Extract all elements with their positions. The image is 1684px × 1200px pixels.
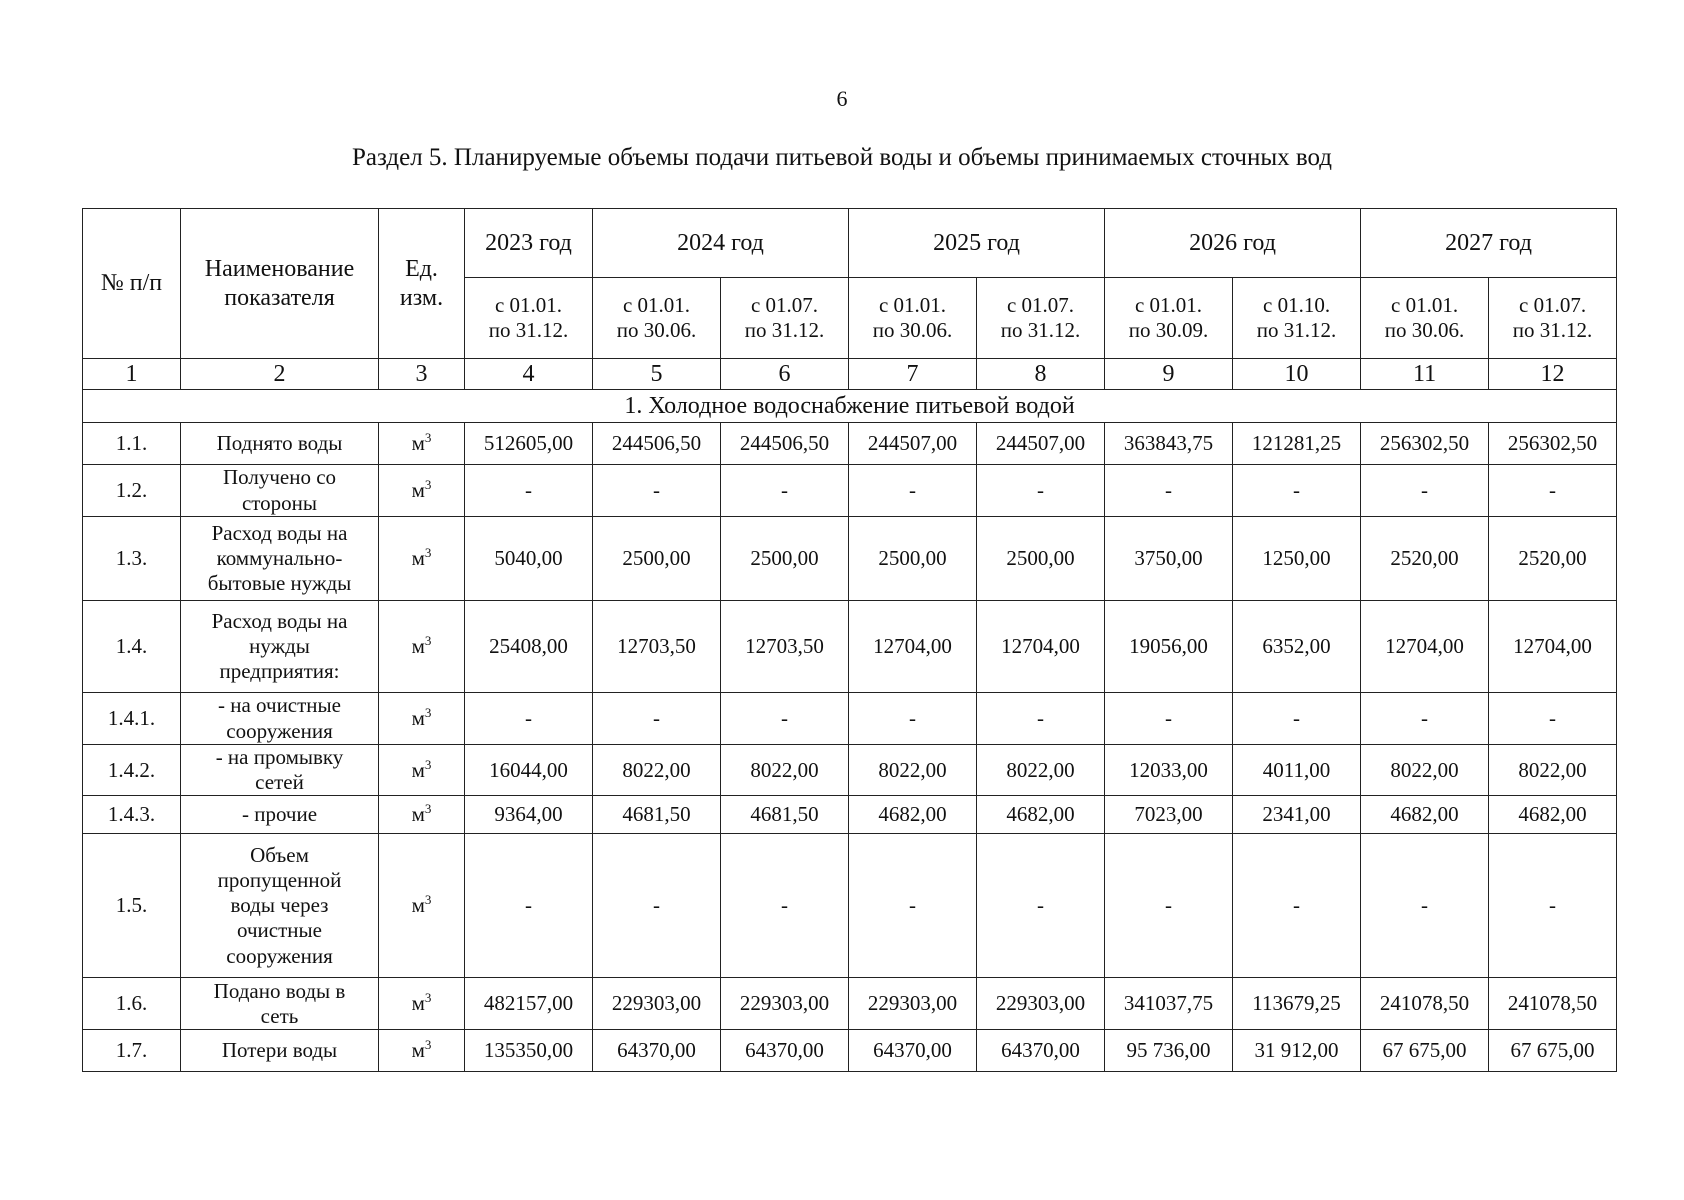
value-cell: 4682,00 xyxy=(849,796,977,834)
value-cell: 7023,00 xyxy=(1105,796,1233,834)
value-cell: 241078,50 xyxy=(1489,978,1617,1030)
value-cell: - xyxy=(1489,465,1617,517)
unit-exponent: 3 xyxy=(424,632,432,648)
value-cell: - xyxy=(1233,465,1361,517)
row-number: 1.1. xyxy=(83,423,181,465)
value-cell: 256302,50 xyxy=(1489,423,1617,465)
row-number: 1.4.2. xyxy=(83,745,181,796)
value-cell: 25408,00 xyxy=(465,601,593,693)
value-cell: 64370,00 xyxy=(593,1030,721,1072)
header-period: с 01.01. по 30.06. xyxy=(1361,278,1489,359)
header-year: 2024 год xyxy=(593,209,849,278)
unit-cell xyxy=(379,1030,465,1072)
header-num: № п/п xyxy=(83,209,181,359)
value-cell: - xyxy=(465,693,593,745)
header-period: с 01.01. по 30.09. xyxy=(1105,278,1233,359)
unit-base: м xyxy=(411,430,425,455)
indicator-name: Расход воды на коммунально- бытовые нужды xyxy=(181,517,379,601)
value-cell: - xyxy=(977,834,1105,978)
table-row xyxy=(83,745,1617,796)
unit-base: м xyxy=(411,633,425,658)
value-cell: - xyxy=(1233,693,1361,745)
indicator-name: - на промывку сетей xyxy=(181,745,379,796)
value-cell: 341037,75 xyxy=(1105,978,1233,1030)
value-cell: 2500,00 xyxy=(977,517,1105,601)
value-cell: 229303,00 xyxy=(593,978,721,1030)
value-cell: 4682,00 xyxy=(1489,796,1617,834)
value-cell: 229303,00 xyxy=(849,978,977,1030)
unit-exponent: 3 xyxy=(424,990,432,1006)
value-cell: - xyxy=(1105,693,1233,745)
value-cell: 8022,00 xyxy=(721,745,849,796)
table-row xyxy=(83,465,1617,517)
unit-base: м xyxy=(411,545,425,570)
value-cell: 16044,00 xyxy=(465,745,593,796)
value-cell: 244506,50 xyxy=(721,423,849,465)
column-number: 8 xyxy=(977,359,1105,390)
value-cell: - xyxy=(1361,834,1489,978)
column-number-row xyxy=(83,359,1617,390)
unit-base: м xyxy=(411,705,425,730)
value-cell: 12703,50 xyxy=(593,601,721,693)
value-cell: 4682,00 xyxy=(977,796,1105,834)
value-cell: - xyxy=(593,693,721,745)
value-cell: - xyxy=(849,693,977,745)
value-cell: 64370,00 xyxy=(977,1030,1105,1072)
value-cell: - xyxy=(593,834,721,978)
column-number: 7 xyxy=(849,359,977,390)
unit-exponent: 3 xyxy=(424,429,432,445)
value-cell: 64370,00 xyxy=(849,1030,977,1072)
header-period: с 01.10. по 31.12. xyxy=(1233,278,1361,359)
header-name: Наименование показателя xyxy=(181,209,379,359)
value-cell: - xyxy=(721,834,849,978)
page-number: 6 xyxy=(836,86,848,111)
value-cell: 4011,00 xyxy=(1233,745,1361,796)
section-heading: 1. Холодное водоснабжение питьевой водой xyxy=(83,390,1617,423)
value-cell: - xyxy=(721,693,849,745)
unit-exponent: 3 xyxy=(424,476,432,492)
value-cell: 6352,00 xyxy=(1233,601,1361,693)
unit-base: м xyxy=(411,991,425,1016)
value-cell: 229303,00 xyxy=(977,978,1105,1030)
value-cell: 121281,25 xyxy=(1233,423,1361,465)
unit-exponent: 3 xyxy=(424,544,432,560)
unit-cell xyxy=(379,978,465,1030)
value-cell: 244506,50 xyxy=(593,423,721,465)
column-number: 2 xyxy=(181,359,379,390)
indicator-name: Объем пропущенной воды через очистные сооружения xyxy=(181,834,379,978)
unit-exponent: 3 xyxy=(424,801,432,817)
value-cell: 19056,00 xyxy=(1105,601,1233,693)
row-number: 1.4.1. xyxy=(83,693,181,745)
value-cell: 8022,00 xyxy=(593,745,721,796)
value-cell: 2520,00 xyxy=(1489,517,1617,601)
value-cell: 512605,00 xyxy=(465,423,593,465)
value-cell: 31 912,00 xyxy=(1233,1030,1361,1072)
value-cell: - xyxy=(1105,465,1233,517)
value-cell: 8022,00 xyxy=(1489,745,1617,796)
table-row xyxy=(83,834,1617,978)
value-cell: 2500,00 xyxy=(721,517,849,601)
value-cell: 5040,00 xyxy=(465,517,593,601)
value-cell: 64370,00 xyxy=(721,1030,849,1072)
water-volume-table xyxy=(82,208,1617,1072)
indicator-name: Поднято воды xyxy=(181,423,379,465)
value-cell: - xyxy=(977,693,1105,745)
header-unit: Ед. изм. xyxy=(379,209,465,359)
header-period: с 01.07. по 31.12. xyxy=(721,278,849,359)
value-cell: 67 675,00 xyxy=(1489,1030,1617,1072)
table-row xyxy=(83,423,1617,465)
table-row xyxy=(83,978,1617,1030)
value-cell: - xyxy=(1489,834,1617,978)
unit-cell xyxy=(379,796,465,834)
indicator-name: - прочие xyxy=(181,796,379,834)
unit-exponent: 3 xyxy=(424,892,432,908)
unit-exponent: 3 xyxy=(424,704,432,720)
value-cell: 113679,25 xyxy=(1233,978,1361,1030)
section-heading-row xyxy=(83,390,1617,423)
value-cell: 12704,00 xyxy=(1361,601,1489,693)
unit-cell xyxy=(379,601,465,693)
value-cell: 244507,00 xyxy=(977,423,1105,465)
row-number: 1.7. xyxy=(83,1030,181,1072)
row-number: 1.4. xyxy=(83,601,181,693)
value-cell: - xyxy=(1105,834,1233,978)
table-row xyxy=(83,796,1617,834)
table-row xyxy=(83,517,1617,601)
header-period: с 01.01. по 31.12. xyxy=(465,278,593,359)
column-number: 3 xyxy=(379,359,465,390)
unit-cell xyxy=(379,834,465,978)
value-cell: - xyxy=(1489,693,1617,745)
value-cell: 3750,00 xyxy=(1105,517,1233,601)
unit-exponent: 3 xyxy=(424,1037,432,1053)
unit-base: м xyxy=(411,893,425,918)
column-number: 9 xyxy=(1105,359,1233,390)
value-cell: 2500,00 xyxy=(593,517,721,601)
value-cell: 2520,00 xyxy=(1361,517,1489,601)
indicator-name: Расход воды на нужды предприятия: xyxy=(181,601,379,693)
value-cell: - xyxy=(1361,465,1489,517)
value-cell: - xyxy=(1233,834,1361,978)
value-cell: - xyxy=(977,465,1105,517)
value-cell: - xyxy=(721,465,849,517)
column-number: 5 xyxy=(593,359,721,390)
header-year: 2027 год xyxy=(1361,209,1617,278)
header-year: 2023 год xyxy=(465,209,593,278)
value-cell: 244507,00 xyxy=(849,423,977,465)
unit-cell xyxy=(379,465,465,517)
unit-base: м xyxy=(411,757,425,782)
table-row xyxy=(83,693,1617,745)
column-number: 10 xyxy=(1233,359,1361,390)
row-number: 1.4.3. xyxy=(83,796,181,834)
unit-cell xyxy=(379,423,465,465)
row-number: 1.5. xyxy=(83,834,181,978)
value-cell: 12704,00 xyxy=(977,601,1105,693)
row-number: 1.3. xyxy=(83,517,181,601)
header-period: с 01.07. по 31.12. xyxy=(977,278,1105,359)
value-cell: - xyxy=(1361,693,1489,745)
column-number: 12 xyxy=(1489,359,1617,390)
value-cell: 482157,00 xyxy=(465,978,593,1030)
value-cell: - xyxy=(849,834,977,978)
indicator-name: - на очистные сооружения xyxy=(181,693,379,745)
section-title: Раздел 5. Планируемые объемы подачи питьевой воды и объемы принимаемых сточных вод xyxy=(351,144,1333,171)
indicator-name: Потери воды xyxy=(181,1030,379,1072)
value-cell: - xyxy=(849,465,977,517)
header-period: с 01.07. по 31.12. xyxy=(1489,278,1617,359)
value-cell: 1250,00 xyxy=(1233,517,1361,601)
value-cell: 4681,50 xyxy=(593,796,721,834)
value-cell: 229303,00 xyxy=(721,978,849,1030)
unit-base: м xyxy=(411,477,425,502)
value-cell: 135350,00 xyxy=(465,1030,593,1072)
value-cell: 2341,00 xyxy=(1233,796,1361,834)
unit-base: м xyxy=(411,1038,425,1063)
value-cell: - xyxy=(465,834,593,978)
value-cell: 4682,00 xyxy=(1361,796,1489,834)
value-cell: 9364,00 xyxy=(465,796,593,834)
value-cell: 95 736,00 xyxy=(1105,1030,1233,1072)
unit-cell xyxy=(379,745,465,796)
value-cell: - xyxy=(593,465,721,517)
column-number: 1 xyxy=(83,359,181,390)
value-cell: 8022,00 xyxy=(1361,745,1489,796)
indicator-name: Получено со стороны xyxy=(181,465,379,517)
value-cell: 2500,00 xyxy=(849,517,977,601)
value-cell: 4681,50 xyxy=(721,796,849,834)
column-number: 11 xyxy=(1361,359,1489,390)
header-year: 2026 год xyxy=(1105,209,1361,278)
unit-cell xyxy=(379,517,465,601)
header-period: с 01.01. по 30.06. xyxy=(849,278,977,359)
value-cell: 256302,50 xyxy=(1361,423,1489,465)
table-row xyxy=(83,1030,1617,1072)
column-number: 4 xyxy=(465,359,593,390)
row-number: 1.2. xyxy=(83,465,181,517)
value-cell: 241078,50 xyxy=(1361,978,1489,1030)
value-cell: 8022,00 xyxy=(977,745,1105,796)
value-cell: 363843,75 xyxy=(1105,423,1233,465)
unit-base: м xyxy=(411,802,425,827)
unit-cell xyxy=(379,693,465,745)
header-year: 2025 год xyxy=(849,209,1105,278)
value-cell: 67 675,00 xyxy=(1361,1030,1489,1072)
value-cell: 12703,50 xyxy=(721,601,849,693)
value-cell: 12704,00 xyxy=(1489,601,1617,693)
row-number: 1.6. xyxy=(83,978,181,1030)
unit-exponent: 3 xyxy=(424,756,432,772)
table-row xyxy=(83,601,1617,693)
value-cell: - xyxy=(465,465,593,517)
value-cell: 8022,00 xyxy=(849,745,977,796)
value-cell: 12704,00 xyxy=(849,601,977,693)
header-row-years xyxy=(83,209,1617,278)
column-number: 6 xyxy=(721,359,849,390)
indicator-name: Подано воды в сеть xyxy=(181,978,379,1030)
header-period: с 01.01. по 30.06. xyxy=(593,278,721,359)
value-cell: 12033,00 xyxy=(1105,745,1233,796)
